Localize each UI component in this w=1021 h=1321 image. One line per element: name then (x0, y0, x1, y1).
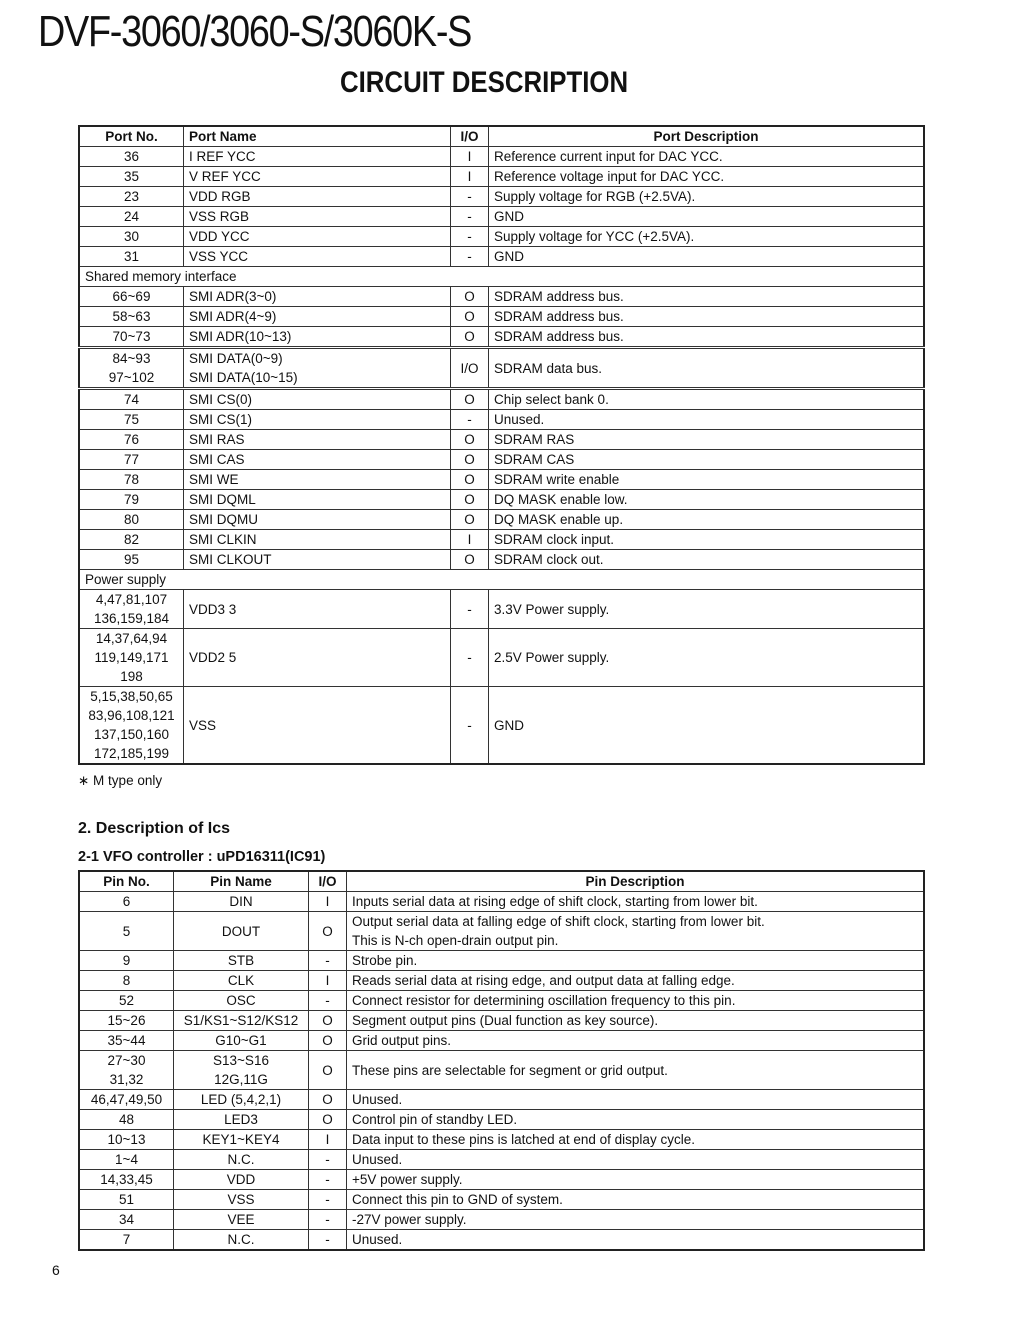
name-cell: SMI DQMU (184, 510, 451, 530)
port-no-cell: 5,15,38,50,65 83,96,108,121 137,150,160 172,185,199 (79, 687, 184, 765)
table-row (79, 1090, 924, 1110)
name-cell: VDD (174, 1170, 309, 1190)
io-cell: I (451, 167, 489, 187)
no-cell: 6 (79, 892, 174, 912)
no-cell: 23 (79, 187, 184, 207)
io-cell: - (451, 629, 489, 687)
table-row (79, 1011, 924, 1031)
description-cell: -27V power supply. (347, 1210, 925, 1230)
name-cell: SMI RAS (184, 430, 451, 450)
name-cell: S1/KS1~S12/KS12 (174, 1011, 309, 1031)
name-cell: KEY1~KEY4 (174, 1130, 309, 1150)
name-cell: V REF YCC (184, 167, 451, 187)
description-cell: GND (489, 687, 925, 765)
pin-no-cell: 27~30 31,32 (79, 1051, 174, 1090)
table-row (79, 490, 924, 510)
io-cell: O (451, 470, 489, 490)
table-row (79, 1031, 924, 1051)
io-cell: O (309, 1110, 347, 1130)
description-cell: SDRAM data bus. (489, 348, 925, 389)
no-cell: 80 (79, 510, 184, 530)
name-cell: SMI ADR(3~0) (184, 287, 451, 307)
description-cell: Chip select bank 0. (489, 389, 925, 410)
name-cell: I REF YCC (184, 147, 451, 167)
io-cell: O (309, 1031, 347, 1051)
io-cell: O (451, 510, 489, 530)
name-cell: SMI DQML (184, 490, 451, 510)
table-row-data-bus (79, 348, 924, 389)
io-cell: - (309, 951, 347, 971)
table-row (79, 470, 924, 490)
description-cell: SDRAM clock out. (489, 550, 925, 570)
col-io: I/O (309, 871, 347, 892)
no-cell: 70~73 (79, 327, 184, 348)
table-row (79, 971, 924, 991)
table-row (79, 1130, 924, 1150)
description-cell: Control pin of standby LED. (347, 1110, 925, 1130)
io-cell: O (309, 1051, 347, 1090)
ic-subheading: 2-1 VFO controller : uPD16311(IC91) (78, 849, 326, 865)
description-cell: Unused. (347, 1090, 925, 1110)
io-cell: - (309, 991, 347, 1011)
col-pin-no: Pin No. (79, 871, 174, 892)
no-cell: 66~69 (79, 287, 184, 307)
description-cell: Supply voltage for YCC (+2.5VA). (489, 227, 925, 247)
io-cell: O (309, 1011, 347, 1031)
description-cell: Unused. (347, 1150, 925, 1170)
port-no-cell: 84~93 97~102 (79, 348, 184, 389)
no-cell: 36 (79, 147, 184, 167)
table-row (79, 991, 924, 1011)
col-pin-description: Pin Description (347, 871, 925, 892)
name-cell: SMI ADR(10~13) (184, 327, 451, 348)
name-cell: LED (5,4,2,1) (174, 1090, 309, 1110)
port-rows-control (79, 389, 924, 570)
section-title: CIRCUIT DESCRIPTION (340, 66, 629, 99)
table-row (79, 187, 924, 207)
io-cell: O (309, 1090, 347, 1110)
table-row-selectable (79, 1051, 924, 1090)
pin-name-cell: DOUT (174, 912, 309, 951)
description-cell: SDRAM CAS (489, 450, 925, 470)
no-cell: 9 (79, 951, 174, 971)
io-cell: - (309, 1150, 347, 1170)
port-name-cell: VDD2 5 (184, 629, 451, 687)
name-cell: SMI ADR(4~9) (184, 307, 451, 327)
description-cell: SDRAM RAS (489, 430, 925, 450)
io-cell: - (309, 1190, 347, 1210)
name-cell: SMI CS(1) (184, 410, 451, 430)
col-port-name: Port Name (184, 126, 451, 147)
description-cell: Output serial data at falling edge of shift clock, starting from lower bit. This is N-ch open-drain output pin. (347, 912, 925, 951)
name-cell: N.C. (174, 1150, 309, 1170)
table-row (79, 389, 924, 410)
name-cell: VSS YCC (184, 247, 451, 267)
name-cell: SMI CLKIN (184, 530, 451, 550)
no-cell: 30 (79, 227, 184, 247)
table-row (79, 510, 924, 530)
no-cell: 51 (79, 1190, 174, 1210)
col-io: I/O (451, 126, 489, 147)
no-cell: 77 (79, 450, 184, 470)
section-label: Power supply (79, 570, 924, 590)
table-row (79, 307, 924, 327)
description-cell: Strobe pin. (347, 951, 925, 971)
section-row-power-supply (79, 570, 924, 590)
io-cell: - (451, 247, 489, 267)
table-row (79, 1190, 924, 1210)
no-cell: 34 (79, 1210, 174, 1230)
table-row (79, 247, 924, 267)
pin-no-cell: 5 (79, 912, 174, 951)
name-cell: SMI CS(0) (184, 389, 451, 410)
col-port-description: Port Description (489, 126, 925, 147)
description-cell: SDRAM address bus. (489, 327, 925, 348)
port-table-header (79, 126, 924, 147)
table-row-dout (79, 912, 924, 951)
name-cell: STB (174, 951, 309, 971)
no-cell: 82 (79, 530, 184, 550)
description-cell: Unused. (489, 410, 925, 430)
description-cell: 3.3V Power supply. (489, 590, 925, 629)
table-row (79, 207, 924, 227)
description-cell: Reference voltage input for DAC YCC. (489, 167, 925, 187)
description-cell: These pins are selectable for segment or grid output. (347, 1051, 925, 1090)
pin-name-cell: S13~S16 12G,11G (174, 1051, 309, 1090)
table-row (79, 147, 924, 167)
pin-rows-a (79, 892, 924, 912)
description-cell: SDRAM address bus. (489, 307, 925, 327)
name-cell: VSS (174, 1190, 309, 1210)
io-cell: O (451, 430, 489, 450)
pin-table (78, 870, 925, 1251)
table-row (79, 287, 924, 307)
name-cell: VDD RGB (184, 187, 451, 207)
no-cell: 35~44 (79, 1031, 174, 1051)
description-cell: Reference current input for DAC YCC. (489, 147, 925, 167)
table-row (79, 1230, 924, 1251)
io-cell: - (309, 1170, 347, 1190)
port-table (78, 125, 925, 765)
description-cell: +5V power supply. (347, 1170, 925, 1190)
port-name-cell: VDD3 3 (184, 590, 451, 629)
table-row (79, 410, 924, 430)
name-cell: SMI CAS (184, 450, 451, 470)
description-cell: Connect this pin to GND of system. (347, 1190, 925, 1210)
no-cell: 75 (79, 410, 184, 430)
no-cell: 95 (79, 550, 184, 570)
io-cell: O (451, 550, 489, 570)
no-cell: 48 (79, 1110, 174, 1130)
io-cell: - (451, 410, 489, 430)
description-cell: Supply voltage for RGB (+2.5VA). (489, 187, 925, 207)
table-row (79, 1150, 924, 1170)
port-no-cell: 4,47,81,107 136,159,184 (79, 590, 184, 629)
io-cell: O (309, 912, 347, 951)
pin-rows-c (79, 1090, 924, 1251)
no-cell: 46,47,49,50 (79, 1090, 174, 1110)
no-cell: 8 (79, 971, 174, 991)
no-cell: 14,33,45 (79, 1170, 174, 1190)
description-cell: Data input to these pins is latched at end of display cycle. (347, 1130, 925, 1150)
table-row (79, 1110, 924, 1130)
table-row (79, 327, 924, 348)
description-cell: Connect resistor for determining oscillation frequency to this pin. (347, 991, 925, 1011)
io-cell: I/O (451, 348, 489, 389)
table-row (79, 1170, 924, 1190)
io-cell: - (451, 227, 489, 247)
name-cell: CLK (174, 971, 309, 991)
description-cell: SDRAM clock input. (489, 530, 925, 550)
io-cell: - (451, 207, 489, 227)
ic-section-heading: 2. Description of Ics (78, 820, 231, 837)
name-cell: SMI CLKOUT (184, 550, 451, 570)
name-cell: DIN (174, 892, 309, 912)
table-row (79, 530, 924, 550)
io-cell: O (451, 389, 489, 410)
name-cell: G10~G1 (174, 1031, 309, 1051)
no-cell: 76 (79, 430, 184, 450)
description-cell: DQ MASK enable up. (489, 510, 925, 530)
name-cell: VSS RGB (184, 207, 451, 227)
no-cell: 52 (79, 991, 174, 1011)
port-no-cell: 14,37,64,94 119,149,171 198 (79, 629, 184, 687)
description-cell: SDRAM address bus. (489, 287, 925, 307)
no-cell: 24 (79, 207, 184, 227)
io-cell: O (451, 450, 489, 470)
description-cell: DQ MASK enable low. (489, 490, 925, 510)
name-cell: LED3 (174, 1110, 309, 1130)
description-cell: Unused. (347, 1230, 925, 1251)
table-row-power (79, 629, 924, 687)
name-cell: VEE (174, 1210, 309, 1230)
table-row-power (79, 590, 924, 629)
name-cell: OSC (174, 991, 309, 1011)
port-rows-address (79, 287, 924, 348)
no-cell: 79 (79, 490, 184, 510)
table-row (79, 167, 924, 187)
section-row-shared-memory (79, 267, 924, 287)
pin-rows-b (79, 951, 924, 1051)
io-cell: - (451, 590, 489, 629)
io-cell: I (451, 147, 489, 167)
col-port-no: Port No. (79, 126, 184, 147)
no-cell: 10~13 (79, 1130, 174, 1150)
description-cell: SDRAM write enable (489, 470, 925, 490)
description-cell: GND (489, 247, 925, 267)
io-cell: I (451, 530, 489, 550)
table-row (79, 227, 924, 247)
description-cell: GND (489, 207, 925, 227)
port-rows-power (79, 590, 924, 765)
pin-table-header (79, 871, 924, 892)
page-number: 6 (52, 1262, 60, 1278)
name-cell: N.C. (174, 1230, 309, 1251)
table-row (79, 951, 924, 971)
io-cell: - (451, 687, 489, 765)
no-cell: 7 (79, 1230, 174, 1251)
io-cell: - (451, 187, 489, 207)
name-cell: VDD YCC (184, 227, 451, 247)
description-cell: Grid output pins. (347, 1031, 925, 1051)
no-cell: 58~63 (79, 307, 184, 327)
table-row (79, 450, 924, 470)
io-cell: O (451, 287, 489, 307)
table-row (79, 430, 924, 450)
no-cell: 78 (79, 470, 184, 490)
io-cell: O (451, 327, 489, 348)
io-cell: I (309, 1130, 347, 1150)
section-label: Shared memory interface (79, 267, 924, 287)
description-cell: Segment output pins (Dual function as key source). (347, 1011, 925, 1031)
description-cell: 2.5V Power supply. (489, 629, 925, 687)
no-cell: 1~4 (79, 1150, 174, 1170)
io-cell: I (309, 971, 347, 991)
io-cell: O (451, 490, 489, 510)
description-cell: Reads serial data at rising edge, and output data at falling edge. (347, 971, 925, 991)
table-row (79, 550, 924, 570)
io-cell: - (309, 1230, 347, 1251)
io-cell: O (451, 307, 489, 327)
port-name-cell: VSS (184, 687, 451, 765)
col-pin-name: Pin Name (174, 871, 309, 892)
io-cell: I (309, 892, 347, 912)
table-row (79, 892, 924, 912)
table-row-power (79, 687, 924, 765)
port-rows-dac (79, 147, 924, 267)
port-name-cell: SMI DATA(0~9) SMI DATA(10~15) (184, 348, 451, 389)
no-cell: 35 (79, 167, 184, 187)
no-cell: 74 (79, 389, 184, 410)
description-cell: Inputs serial data at rising edge of shift clock, starting from lower bit. (347, 892, 925, 912)
no-cell: 15~26 (79, 1011, 174, 1031)
io-cell: - (309, 1210, 347, 1230)
name-cell: SMI WE (184, 470, 451, 490)
model-title: DVF-3060/3060-S/3060K-S (38, 7, 472, 56)
table-row (79, 1210, 924, 1230)
footnote: ∗ M type only (78, 773, 163, 788)
no-cell: 31 (79, 247, 184, 267)
